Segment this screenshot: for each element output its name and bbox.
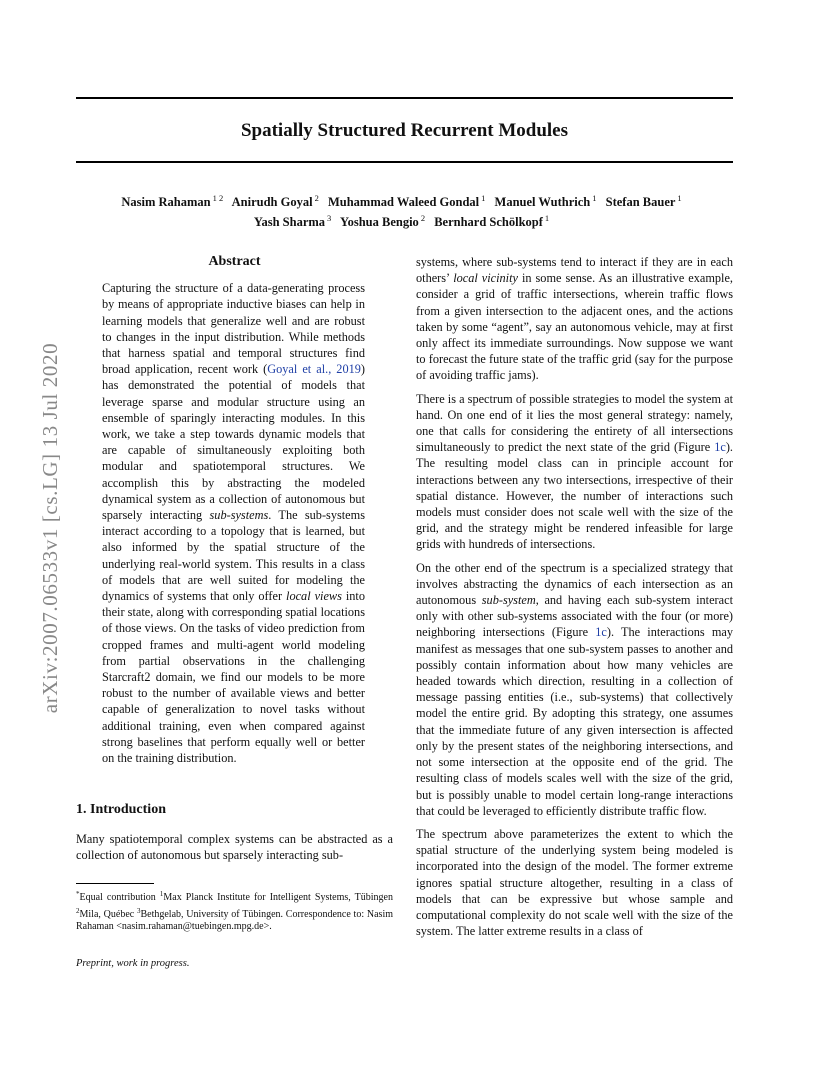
author-name: Stefan Bauer [605, 195, 676, 209]
section-heading-introduction: 1. Introduction [76, 802, 166, 818]
author-affiliation: 2 [420, 213, 426, 223]
footnote-marker: * [76, 890, 80, 898]
right-column [416, 254, 733, 939]
author-name: Manuel Wuthrich [494, 195, 591, 209]
author-name: Yash Sharma [253, 215, 326, 229]
footnote-text: Max Planck Institute for Intelligent Systems, Tübingen [163, 892, 393, 903]
body-paragraph [416, 391, 733, 553]
abstract-text: into their state, along with corresponding spatial locations of those views. On the tasks of video prediction from cropped frames and multi-agent world modeling from partial observations in the challenging Starcraft2 domain, we find our models to be more robust to the number of available views and better capable of generalization to novel tasks without additional training, even when compared against strong baselines that perform equally well or better on the training distribution. [102, 589, 365, 766]
footnote-text: Bethgelab, University of Tübingen. Correspondence to: Nasim Rahaman <nasim.rahaman@tuebingen.mpg.de>. [76, 908, 393, 932]
abstract-text: Capturing the structure of a data-generating process by means of appropriate inductive biases can help in learning models that generalize well and are robust to changes in the input distribution. While methods that harness spatial and temporal structures find broad application, recent work ( [102, 281, 365, 377]
footnote-marker: 2 [76, 906, 80, 915]
abstract-text: . The sub-systems interact according to a topology that is learned, but also informed by the spatial structure of the underlying real-world system. This results in a class of models that are well suited for modeling the dynamics of systems that only offer [102, 508, 365, 604]
body-text: systems, where sub-systems tend to interact if they are in each others’ [416, 255, 733, 286]
footnote [76, 888, 393, 934]
body-text: , and having each sub-system interact only with other sub-systems associated with the four (or more) neighboring intersections (Figure [416, 593, 733, 640]
abstract-body [102, 280, 365, 766]
footnote-rule [76, 883, 154, 884]
emphasis-text: sub-systems [209, 508, 269, 523]
emphasis-text: local vicinity [453, 271, 518, 286]
figure-reference-link[interactable]: 1c [595, 625, 607, 640]
footnote-marker: 3 [136, 906, 141, 915]
author-name: Muhammad Waleed Gondal [327, 195, 480, 209]
author-list [76, 190, 733, 230]
body-text: ). The resulting model class can in principle account for interactions between any two intersections, irrespective of their spatial distance. However, the number of interactions such models must consider does not scale well with the size of the grid, and the strategy might be rendered infeasible for large grids with hundreds of intersections. [416, 440, 733, 552]
paper-title: Spatially Structured Recurrent Modules [240, 120, 569, 141]
author-affiliation: 2 [314, 193, 319, 203]
body-text: in some sense. As an illustrative example, consider a grid of traffic intersections, wherein traffic flows from a given intersection to the adjacent ones, and the actions taken by some “agent”, say an autonomous vehicle, may at first only affect its immediate surroundings. Now suppose we want to forecast the future state of the traffic grid (say for the purpose of avoiding traffic jams). [416, 271, 733, 383]
abstract-text: ) has demonstrated the potential of models that leverage sparse and modular structure using an ensemble of sparingly interacting modules. In this work, we take a step towards dynamic models that are capable of simultaneously exploiting both modular and spatiotemporal structures. We accomplish this by abstracting the modeled dynamical system as a collection of autonomous but sparsely interacting [102, 362, 366, 523]
author-affiliation: 1 2 [212, 193, 224, 203]
top-rule [76, 97, 733, 99]
intro-paragraph: Many spatiotemporal complex systems can be abstracted as a collection of autonomous but sparsely interacting sub- [76, 831, 393, 862]
body-paragraph [416, 560, 733, 819]
footnote-marker: 1 [159, 890, 164, 898]
left-column [76, 254, 393, 863]
body-text: There is a spectrum of possible strategies to model the system at hand. On one end of it lies the most general strategy: namely, one that calls for considering the entirety of all intersections simultaneously to predict the next state of the grid (Figure [416, 391, 733, 455]
figure-reference-link[interactable]: 1c [714, 440, 726, 455]
author-affiliation: 1 [481, 193, 486, 203]
body-text: ). The interactions may manifest as messages that one sub-system passes to another and possibly contain information about how many vehicles are headed towards which direction, resulting in a collection of message passing entities (i.e., sub-systems) that collectively model the entire grid. By adopting this strategy, one assumes that the immediate future of any given intersection is affected only by the present states of the neighboring intersections, and not some intersection at the opposite end of the grid. The resulting class of models scales well with the size of the grid, but is possibly unable to model certain long-range interactions that could be leveraged to efficiently distribute traffic flow. [416, 625, 733, 818]
author-name: Nasim Rahaman [121, 195, 211, 209]
body-paragraph: The spectrum above parameterizes the extent to which the spatial structure of the underlying system being modeled is incorporated into the design of the model. The former extreme ignores spatial structure altogether, resulting in a class of models that can be expressive but whose sample and computational complexity do not scale well with the size of the system. The latter extreme results in a class of [416, 826, 733, 939]
author-affiliation: 1 [592, 193, 597, 203]
author-name: Anirudh Goyal [231, 195, 313, 209]
author-name: Yoshua Bengio [339, 215, 419, 229]
abstract-heading: Abstract [208, 254, 261, 269]
arxiv-identifier-stamp: arXiv:2007.06533v1 [cs.LG] 13 Jul 2020 [38, 342, 62, 714]
footnote-text: Equal contribution [79, 892, 160, 903]
author-affiliation: 3 [327, 213, 332, 223]
body-text: On the other end of the spectrum is a specialized strategy that involves abstracting the dynamics of each intersection as an autonomous [416, 560, 733, 608]
author-name: Bernhard Schölkopf [434, 215, 543, 229]
emphasis-text: sub-system [481, 593, 536, 608]
author-affiliation: 1 [544, 213, 550, 223]
emphasis-text: local views [286, 589, 342, 604]
author-affiliation: 1 [677, 193, 682, 203]
citation-link[interactable]: Goyal et al., 2019 [267, 362, 361, 377]
preprint-note: Preprint, work in progress. [76, 958, 190, 969]
footnote-text: Mila, Québec [79, 908, 137, 920]
title-rule [76, 161, 733, 163]
body-paragraph [416, 254, 733, 384]
